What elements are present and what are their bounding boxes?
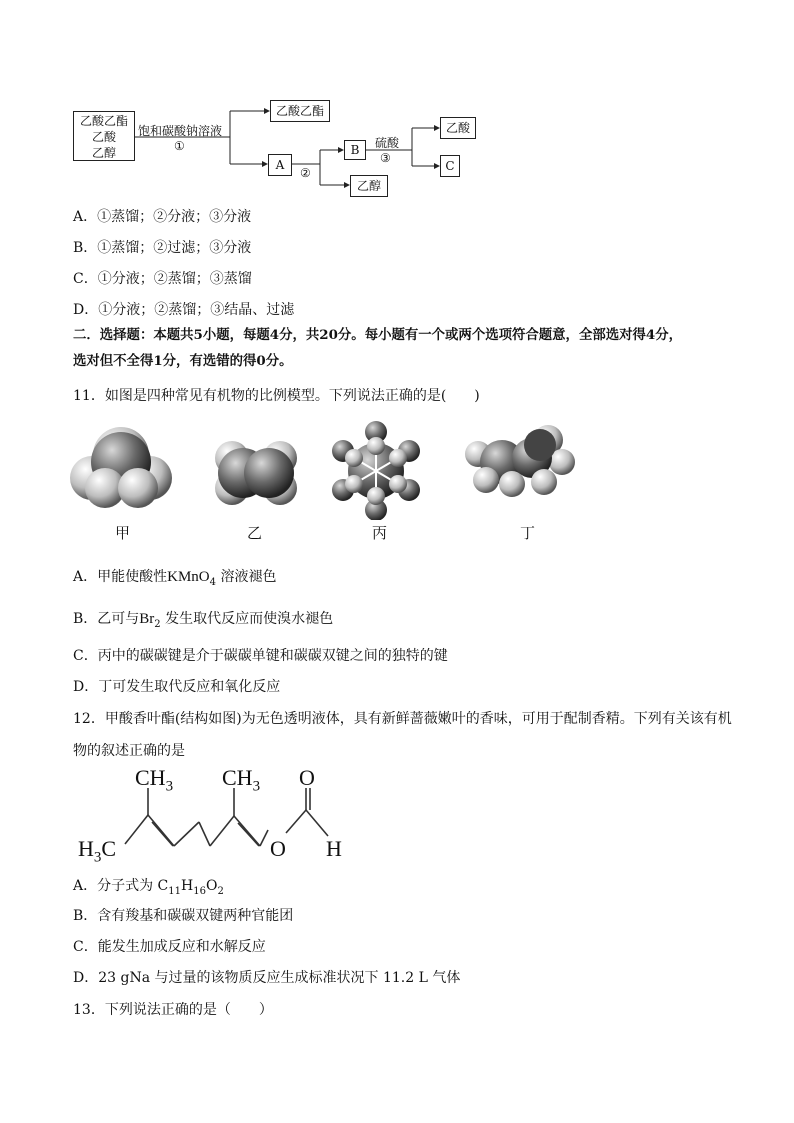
label-bing: 丙 xyxy=(372,524,388,542)
label-ding: 丁 xyxy=(520,524,536,542)
q11-option-b: B．乙可与$Br_2$ 发生取代反应而使溴水褪色 xyxy=(73,611,334,630)
ch3-group-b: $CH_3$ xyxy=(222,765,261,795)
ch3-group-a: $CH_3$ xyxy=(135,765,174,795)
q12-option-c: C．能发生加成反应和水解反应 xyxy=(73,939,266,955)
start-line-2: 乙酸 xyxy=(91,130,116,144)
step-2-label: ② xyxy=(300,166,311,180)
reagent-1-label: 饱和碳酸钠溶液 xyxy=(138,124,223,138)
molecule-yi xyxy=(215,441,297,505)
q11-option-c: C．丙中的碳碳键是介于碳碳单键和碳碳双键之间的独特的键 xyxy=(73,648,448,664)
q10-option-b: B．①蒸馏；②过滤；③分液 xyxy=(73,240,252,256)
q10-option-c: C．①分液；②蒸馏；③蒸馏 xyxy=(73,271,252,287)
label-yi: 乙 xyxy=(247,524,263,542)
box-c: C xyxy=(440,155,460,177)
structure-bonds xyxy=(0,760,794,870)
q12-stem-2: 物的叙述正确的是 xyxy=(73,743,185,759)
q11-option-d: D．丁可发生取代反应和氧化反应 xyxy=(73,679,281,695)
step-1-label: ① xyxy=(174,139,185,153)
ester-oxygen: O xyxy=(270,836,286,861)
start-line-3: 乙醇 xyxy=(91,146,116,160)
q10-option-d: D．①分液；②蒸馏；③结晶、过滤 xyxy=(73,302,295,318)
molecule-jia xyxy=(70,427,172,508)
molecule-ding xyxy=(465,425,575,497)
carbonyl-oxygen: O xyxy=(299,765,315,790)
q12-option-d: D．23 gNa 与过量的该物质反应生成标准状况下 11.2 L 气体 xyxy=(73,970,461,986)
formyl-hydrogen: H xyxy=(326,836,342,861)
ethyl-acetate-box: 乙酸乙酯 xyxy=(270,100,330,122)
step-3-label: ③ xyxy=(380,151,391,165)
q12-stem-1: 12．甲酸香叶酯(结构如图)为无色透明液体，具有新鲜蔷薇嫩叶的香味，可用于配制香精。下列有关该有机 xyxy=(73,711,732,727)
q10-option-a: A．①蒸馏；②分液；③分液 xyxy=(73,209,252,225)
box-b: B xyxy=(344,140,366,160)
reagent-3-label: 硫酸 xyxy=(375,136,400,150)
q11-option-a: A．甲能使酸性KMnO$_4$ 溶液褪色 xyxy=(73,569,277,588)
label-jia: 甲 xyxy=(115,524,131,542)
box-a: A xyxy=(268,154,292,176)
q13-stem: 13．下列说法正确的是（ ） xyxy=(73,1002,273,1018)
q12-option-b: B．含有羧基和碳碳双键两种官能团 xyxy=(73,908,294,924)
ethanol-box: 乙醇 xyxy=(350,175,388,197)
q12-option-a: A．分子式为 $C_{11}H_{16}O_2$ xyxy=(73,878,224,897)
molecule-models xyxy=(0,410,794,520)
start-line-1: 乙酸乙酯 xyxy=(79,114,128,128)
section2-line-1: 二．选择题：本题共5小题，每题4分，共20分。每小题有一个或两个选项符合题意，全部选对得4分， xyxy=(73,327,682,343)
section2-line-2: 选对但不全得1分，有选错的得0分。 xyxy=(73,353,293,369)
flow-lines xyxy=(0,0,794,200)
h3c-group: $H_3C$ xyxy=(78,836,117,866)
q11-stem: 11．如图是四种常见有机物的比例模型。下列说法正确的是( ) xyxy=(73,388,480,404)
acetic-acid-box: 乙酸 xyxy=(440,117,476,139)
molecule-bing xyxy=(332,421,420,520)
